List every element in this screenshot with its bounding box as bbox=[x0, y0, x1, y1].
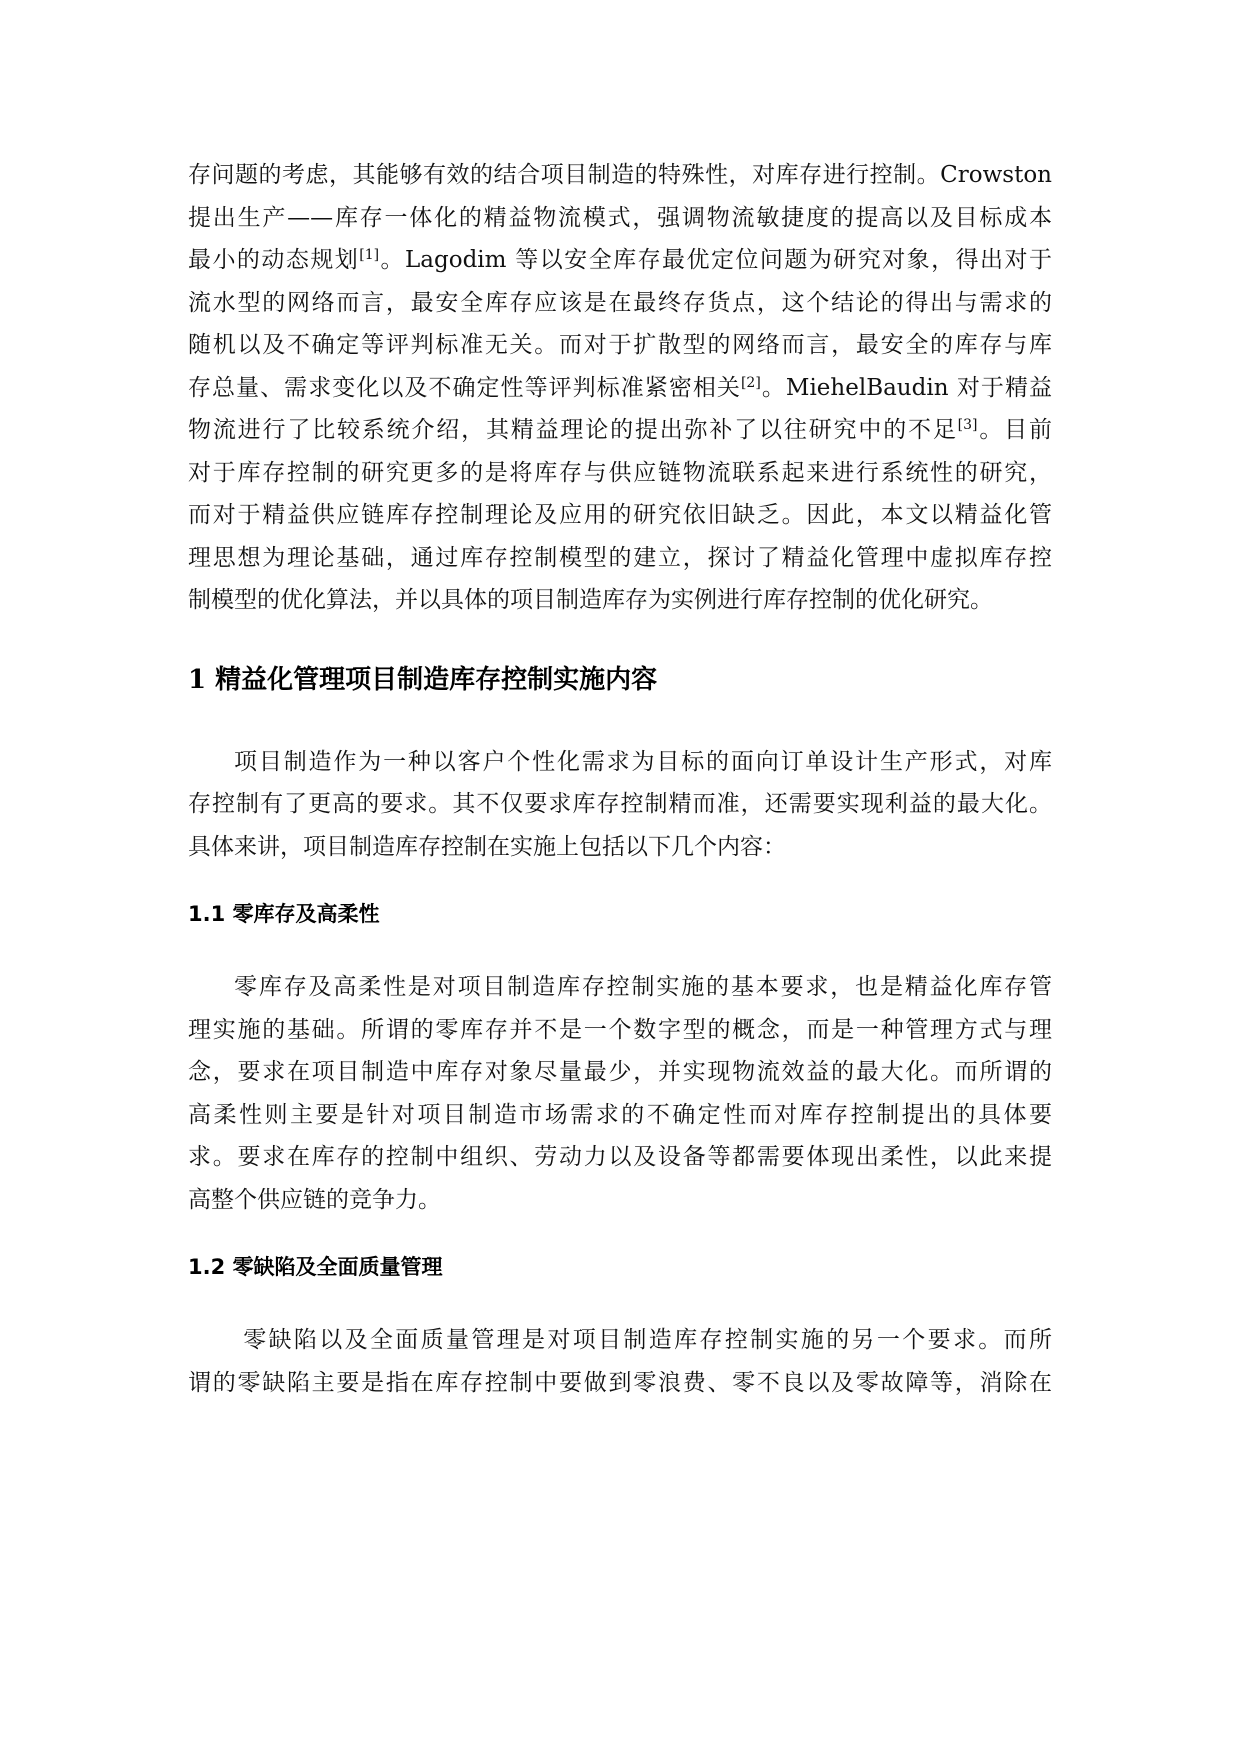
text-line: 具体来讲，项目制造库存控制在实施上包括以下几个内容： bbox=[188, 833, 786, 860]
text-line: 随机以及不确定等评判标准无关。而对于扩散型的网络而言，最安全的库存与库 bbox=[188, 332, 1052, 358]
section-heading-1: 1 精益化管理项目制造库存控制实施内容 bbox=[188, 664, 658, 695]
subsection-1-1-paragraph bbox=[188, 966, 1052, 1221]
text-line: 物流进行了比较系统介绍，其精益理论的提出弥补了以往研究中的不足[3]。目前 bbox=[188, 417, 1052, 443]
text-line: 存总量、需求变化以及不确定性等评判标准紧密相关[2]。MiehelBaudin 对于精益 bbox=[188, 374, 1052, 401]
text-line: 谓的零缺陷主要是指在库存控制中要做到零浪费、零不良以及零故障等，消除在 bbox=[188, 1369, 1052, 1396]
citation-ref-3: [3] bbox=[957, 417, 978, 433]
text-line: 零缺陷以及全面质量管理是对项目制造库存控制实施的另一个要求。而所 bbox=[243, 1327, 1052, 1353]
text-line: 提出生产——库存一体化的精益物流模式，强调物流敏捷度的提高以及目标成本 bbox=[188, 204, 1052, 231]
subsection-heading-1-1: 1.1 零库存及高柔性 bbox=[188, 902, 380, 926]
text-line: 理思想为理论基础，通过库存控制模型的建立，探讨了精益化管理中虚拟库存控 bbox=[188, 544, 1052, 571]
subsection-heading-1-2: 1.2 零缺陷及全面质量管理 bbox=[188, 1255, 443, 1279]
text-line: 念，要求在项目制造中库存对象尽量最少，并实现物流效益的最大化。而所谓的 bbox=[188, 1059, 1052, 1085]
page-content bbox=[188, 154, 1052, 1404]
intro-paragraph bbox=[188, 154, 1052, 622]
citation-ref-2: [2] bbox=[740, 374, 761, 391]
text-line: 存控制有了更高的要求。其不仅要求库存控制精而准，还需要实现利益的最大化。 bbox=[188, 791, 1052, 817]
text-line: 理实施的基础。所谓的零库存并不是一个数字型的概念，而是一种管理方式与理 bbox=[188, 1016, 1052, 1043]
section-1-paragraph bbox=[188, 741, 1052, 869]
citation-ref-1: [1] bbox=[359, 247, 380, 263]
text-line: 高整个供应链的竞争力。 bbox=[188, 1186, 441, 1213]
text-line: 而对于精益供应链库存控制理论及应用的研究依旧缺乏。因此，本文以精益化管 bbox=[188, 502, 1052, 528]
text-line: 对于库存控制的研究更多的是将库存与供应链物流联系起来进行系统性的研究， bbox=[188, 459, 1052, 486]
text-line: 制模型的优化算法，并以具体的项目制造库存为实例进行库存控制的优化研究。 bbox=[188, 587, 993, 613]
text-line: 流水型的网络而言，最安全库存应该是在最终存货点，这个结论的得出与需求的 bbox=[188, 289, 1052, 316]
text-line: 零库存及高柔性是对项目制造库存控制实施的基本要求，也是精益化库存管 bbox=[234, 974, 1052, 1000]
text-line: 高柔性则主要是针对项目制造市场需求的不确定性而对库存控制提出的具体要 bbox=[188, 1101, 1052, 1128]
text-line: 最小的动态规划[1]。Lagodim 等以安全库存最优定位问题为研究对象，得出对于 bbox=[188, 247, 1052, 273]
text-line: 求。要求在库存的控制中组织、劳动力以及设备等都需要体现出柔性，以此来提 bbox=[188, 1144, 1052, 1170]
subsection-1-2-paragraph bbox=[188, 1319, 1052, 1404]
text-line: 项目制造作为一种以客户个性化需求为目标的面向订单设计生产形式，对库 bbox=[234, 748, 1052, 775]
text-line: 存问题的考虑，其能够有效的结合项目制造的特殊性，对库存进行控制。Crowston bbox=[188, 162, 1052, 188]
